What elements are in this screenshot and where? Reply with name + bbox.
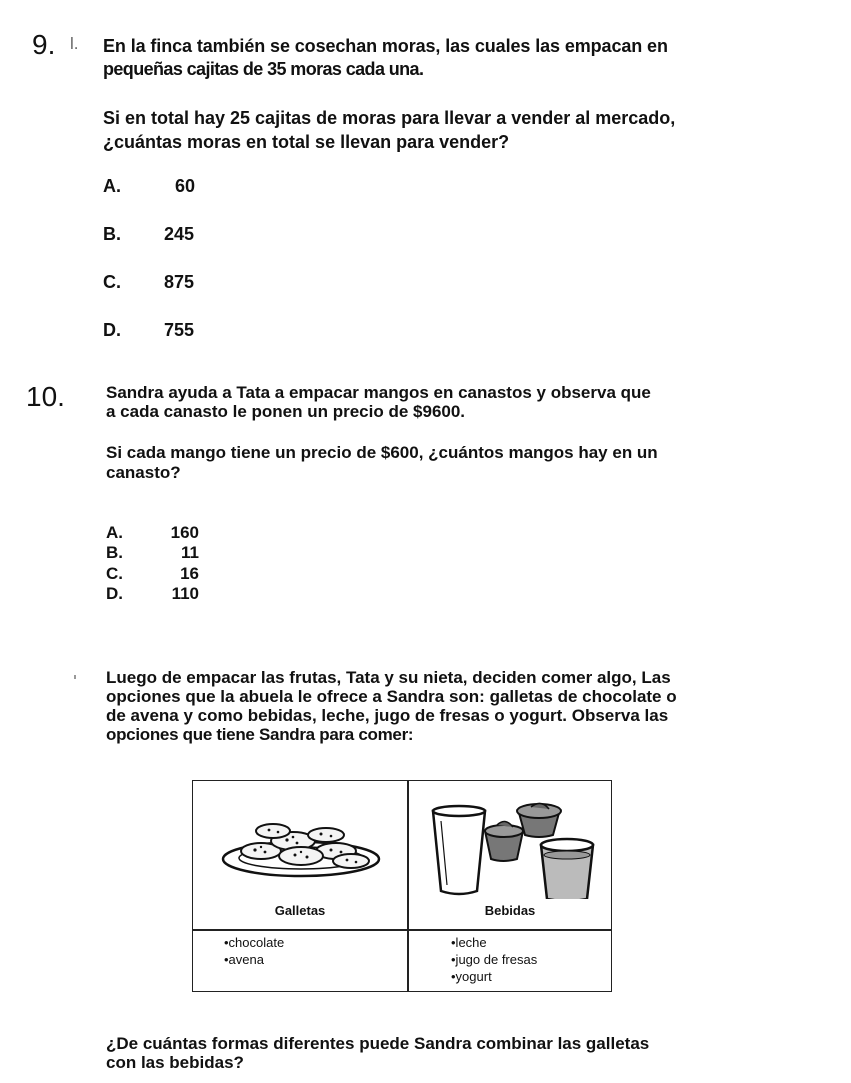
list-item: •leche <box>451 935 487 950</box>
option-letter: D. <box>106 584 123 603</box>
bebidas-list <box>451 934 537 985</box>
option-value: 160 <box>170 523 199 542</box>
option-letter: A. <box>106 523 123 542</box>
question-10-prompt-1: Si cada mango tiene un precio de $600, ¿cuántos mangos hay en un <box>106 443 658 462</box>
question-11-prompt-1: ¿De cuántas formas diferentes puede Sandra combinar las galletas <box>106 1034 650 1053</box>
cookies-plate-image <box>221 821 386 883</box>
question-9-prompt-2: ¿cuántas moras en total se llevan para vender? <box>103 132 510 152</box>
option-letter: A. <box>103 176 121 196</box>
question-11-line-3: de avena y como bebidas, leche, jugo de fresas o yogurt. Observa las <box>106 706 669 725</box>
table-divider-vertical <box>407 781 409 991</box>
question-10-prompt-2: canasto? <box>106 463 181 482</box>
question-10-line-2: a cada canasto le ponen un precio de $9600. <box>106 402 466 421</box>
question-10-line-1: Sandra ayuda a Tata a empacar mangos en canastos y observa que <box>106 383 651 402</box>
bebidas-title: Bebidas <box>484 903 536 918</box>
question-9-number: 9. <box>32 29 56 60</box>
list-item: •jugo de fresas <box>451 952 538 967</box>
question-9-prompt-1: Si en total hay 25 cajitas de moras para llevar a vender al mercado, <box>103 108 676 128</box>
drinks-image <box>427 799 597 899</box>
option-letter: B. <box>103 224 121 244</box>
option-letter: C. <box>106 564 123 583</box>
option-letter: C. <box>103 272 121 292</box>
list-item: •chocolate <box>224 935 285 950</box>
option-value: 16 <box>180 564 199 583</box>
option-value: 60 <box>175 176 196 196</box>
galletas-title: Galletas <box>274 903 326 918</box>
galletas-list <box>224 934 284 968</box>
question-9-line-1: En la finca también se cosechan moras, las cuales las empacan en <box>103 36 668 56</box>
option-letter: B. <box>106 543 123 562</box>
list-item: •yogurt <box>451 969 492 984</box>
option-letter: D. <box>103 320 121 340</box>
option-value: 245 <box>164 224 195 244</box>
question-11-line-4: opciones que tiene Sandra para comer: <box>106 725 414 744</box>
question-11-prompt-2: con las bebidas? <box>106 1053 244 1072</box>
question-11-line-1: Luego de empacar las frutas, Tata y su nieta, deciden comer algo, Las <box>106 668 671 687</box>
list-item: •avena <box>224 952 264 967</box>
option-value: 755 <box>164 320 195 340</box>
option-value: 875 <box>164 272 195 292</box>
question-9-line-2: pequeñas cajitas de 35 moras cada una. <box>103 59 424 79</box>
stray-mark <box>74 675 76 679</box>
option-value: 11 <box>181 543 199 562</box>
question-10-number: 10. <box>26 381 65 412</box>
option-value: 110 <box>171 584 199 603</box>
options-table <box>192 780 612 992</box>
question-11-line-2: opciones que la abuela le ofrece a Sandra son: galletas de chocolate o <box>106 687 677 706</box>
question-9-marker: l. <box>70 34 79 53</box>
table-divider-horizontal <box>193 929 611 931</box>
